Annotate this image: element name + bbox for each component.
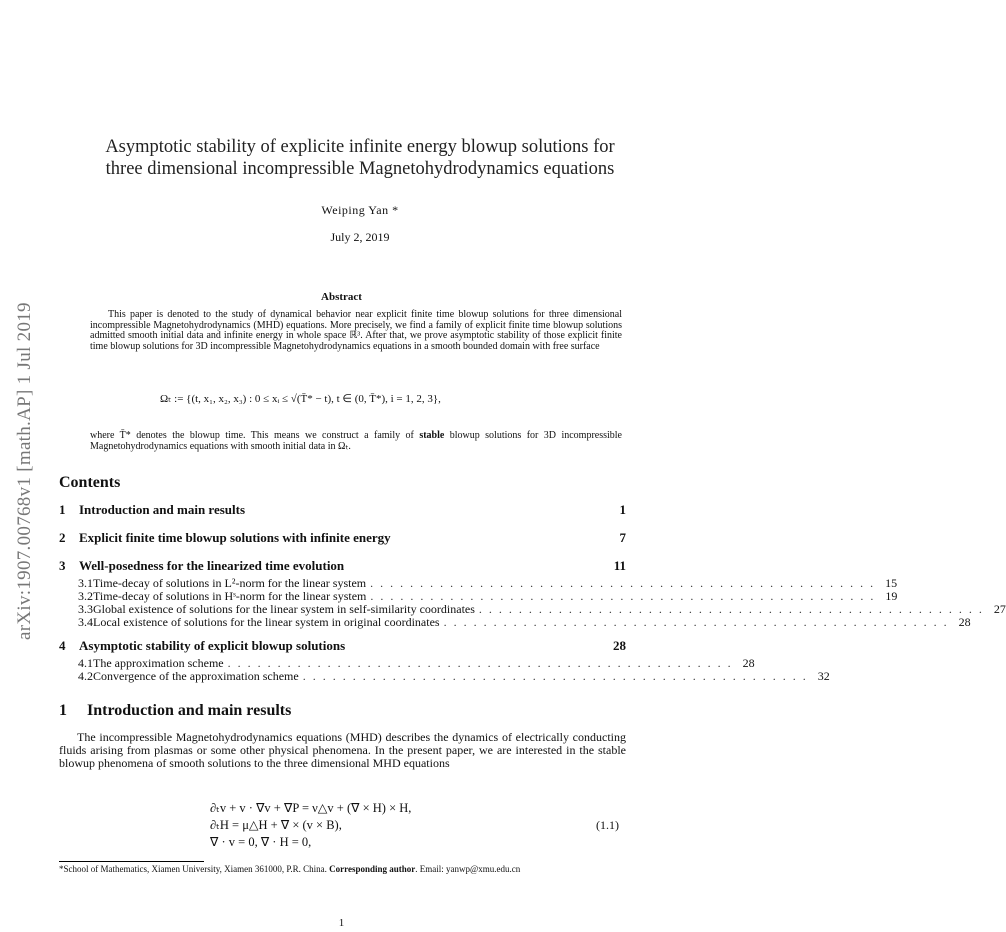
toc-subsection-number: 4.1 [78,656,93,670]
arxiv-side-label: arXiv:1907.00768v1 [math.AP] 1 Jul 2019 [14,302,35,640]
toc-dot-leader: . . . . . . . . . . . . . . . . . . . . . . . . . . . . . . . . . . . . . . . . . . . . . . . . . . . [443,615,949,629]
toc-section-number: 4 [59,638,66,653]
toc-subsection-3.3[interactable] [59,602,1006,616]
toc-page-number: 32 [817,669,830,683]
toc-subsection-label: Global existence of solutions for the linear system in self-similarity coordinates [93,602,475,616]
title-line-1: Asymptotic stability of explicite infinite energy blowup solutions for [105,137,615,157]
toc-page-number: 11 [613,558,626,573]
abstract-paragraph: This paper is denoted to the study of dynamical behavior near explicit finite time blowup solutions for three dimensional incompressible Magnetohydrodynamics (MHD) equations. More precisely, we find a family of explicit finite time blowup solutions admitted smooth initial data and infinite energy in whole space ℝ³. After that, we prove asymptotic stability of those explicit finite time blowup solutions for 3D incompressible Magnetohydrodynamics equations in a smooth bounded domain with free surface [90,309,622,352]
toc-section-1[interactable] [59,502,626,520]
abstract-body [90,310,622,352]
table-of-contents [59,502,1006,683]
toc-section-number: 1 [59,502,66,517]
toc-subsection-4.1[interactable] [59,656,755,670]
abstract-p2-bold: stable [419,430,445,441]
page-number: 1 [338,917,345,929]
toc-page-number: 28 [613,638,626,653]
toc-dot-leader: . . . . . . . . . . . . . . . . . . . . . . . . . . . . . . . . . . . . . . . . . . . . . . . . . . . [302,669,808,683]
toc-dot-leader: . . . . . . . . . . . . . . . . . . . . . . . . . . . . . . . . . . . . . . . . . . . . . . . . . . . [370,576,876,590]
toc-page-number: 7 [619,530,626,545]
toc-section-label: Introduction and main results [79,502,246,517]
toc-page-number: 19 [885,589,898,603]
toc-section-number: 3 [59,558,66,573]
footnote-rule [59,861,204,862]
toc-subsection-number: 3.2 [78,589,93,603]
intro-paragraph: The incompressible Magnetohydrodynamics equations (MHD) describes the dynamics of electrically conducting fluids arising from plasmas or some other physical phenomena. In the present paper, we are interested in the stable blowup phenomena of smooth solutions to the three dimensional MHD equations [59,730,626,770]
footnote-a: *School of Mathematics, Xiamen University, Xiamen 361000, P.R. China. [59,864,330,874]
equation-line-1: ∂ₜv + v · ∇v + ∇P = ν△v + (∇ × H) × H, [210,801,412,815]
abstract-equation: Ωₜ := {(t, x₁, x₂, x₃) : 0 ≤ xᵢ ≤ √(T̄* − t), t ∈ (0, T̄*), i = 1, 2, 3}, [160,393,441,405]
section-number: 1 [59,702,67,719]
title-line-2: three dimensional incompressible Magnetohydrodynamics equations [105,159,615,179]
toc-section-label: Well-posedness for the linearized time evolution [79,558,345,573]
toc-section-label: Explicit finite time blowup solutions with infinite energy [79,530,391,545]
toc-page-number: 15 [885,576,898,590]
toc-subsection-label: Time-decay of solutions in Hˢ-norm for the linear system [93,589,367,603]
toc-subsection-label: Local existence of solutions for the linear system in original coordinates [93,615,440,629]
abstract-paragraph-2 [90,431,622,452]
footnote [59,864,626,874]
contents-heading: Contents [59,474,121,491]
date: July 2, 2019 [330,230,390,244]
toc-subsection-number: 3.4 [78,615,93,629]
toc-subsection-number: 3.1 [78,576,93,590]
author: Weiping Yan * [321,203,399,217]
toc-page-number: 28 [958,615,971,629]
toc-section-label: Asymptotic stability of explicit blowup solutions [79,638,346,653]
equation-number: (1.1) [596,818,619,832]
equation-line-3: ∇ · v = 0, ∇ · H = 0, [210,835,312,849]
paper-title [40,136,680,180]
toc-section-number: 2 [59,530,66,545]
toc-dot-leader: . . . . . . . . . . . . . . . . . . . . . . . . . . . . . . . . . . . . . . . . . . . . . . . . . . . [227,656,733,670]
mhd-equations [210,800,411,851]
toc-subsection-4.2[interactable] [59,669,830,683]
toc-subsection-number: 4.2 [78,669,93,683]
toc-dot-leader: . . . . . . . . . . . . . . . . . . . . . . . . . . . . . . . . . . . . . . . . . . . . . . . . . . . [370,589,876,603]
toc-subsection-3.2[interactable] [59,589,898,603]
section-title: Introduction and main results [87,702,292,719]
footnote-b: . Email: yanwp@xmu.edu.cn [415,864,521,874]
toc-section-3[interactable] [59,558,626,576]
toc-page-number: 28 [742,656,755,670]
toc-subsection-label: Convergence of the approximation scheme [93,669,299,683]
toc-page-number: 27 [993,602,1006,616]
toc-page-number: 1 [619,502,626,517]
toc-subsection-3.1[interactable] [59,576,898,590]
abstract-p2-a: where T̄* denotes the blowup time. This means we construct a family of [90,430,420,441]
toc-section-2[interactable] [59,530,626,548]
abstract-heading: Abstract [321,291,362,303]
toc-subsection-label: The approximation scheme [93,656,224,670]
toc-dot-leader: . . . . . . . . . . . . . . . . . . . . . . . . . . . . . . . . . . . . . . . . . . . . . . . . . . . [478,602,984,616]
toc-section-4[interactable] [59,638,626,656]
abstract-p2-b: blowup solutions for 3D incompressible Magnetohydrodynamics equations with smooth initial data in Ωₜ. [90,430,622,452]
toc-subsection-number: 3.3 [78,602,93,616]
section-heading [59,702,291,720]
footnote-bold: Corresponding author [329,864,416,874]
equation-line-2: ∂ₜH = μ△H + ∇ × (v × B), [210,818,342,832]
toc-subsection-3.4[interactable] [59,615,971,629]
toc-subsection-label: Time-decay of solutions in L²-norm for the linear system [93,576,367,590]
